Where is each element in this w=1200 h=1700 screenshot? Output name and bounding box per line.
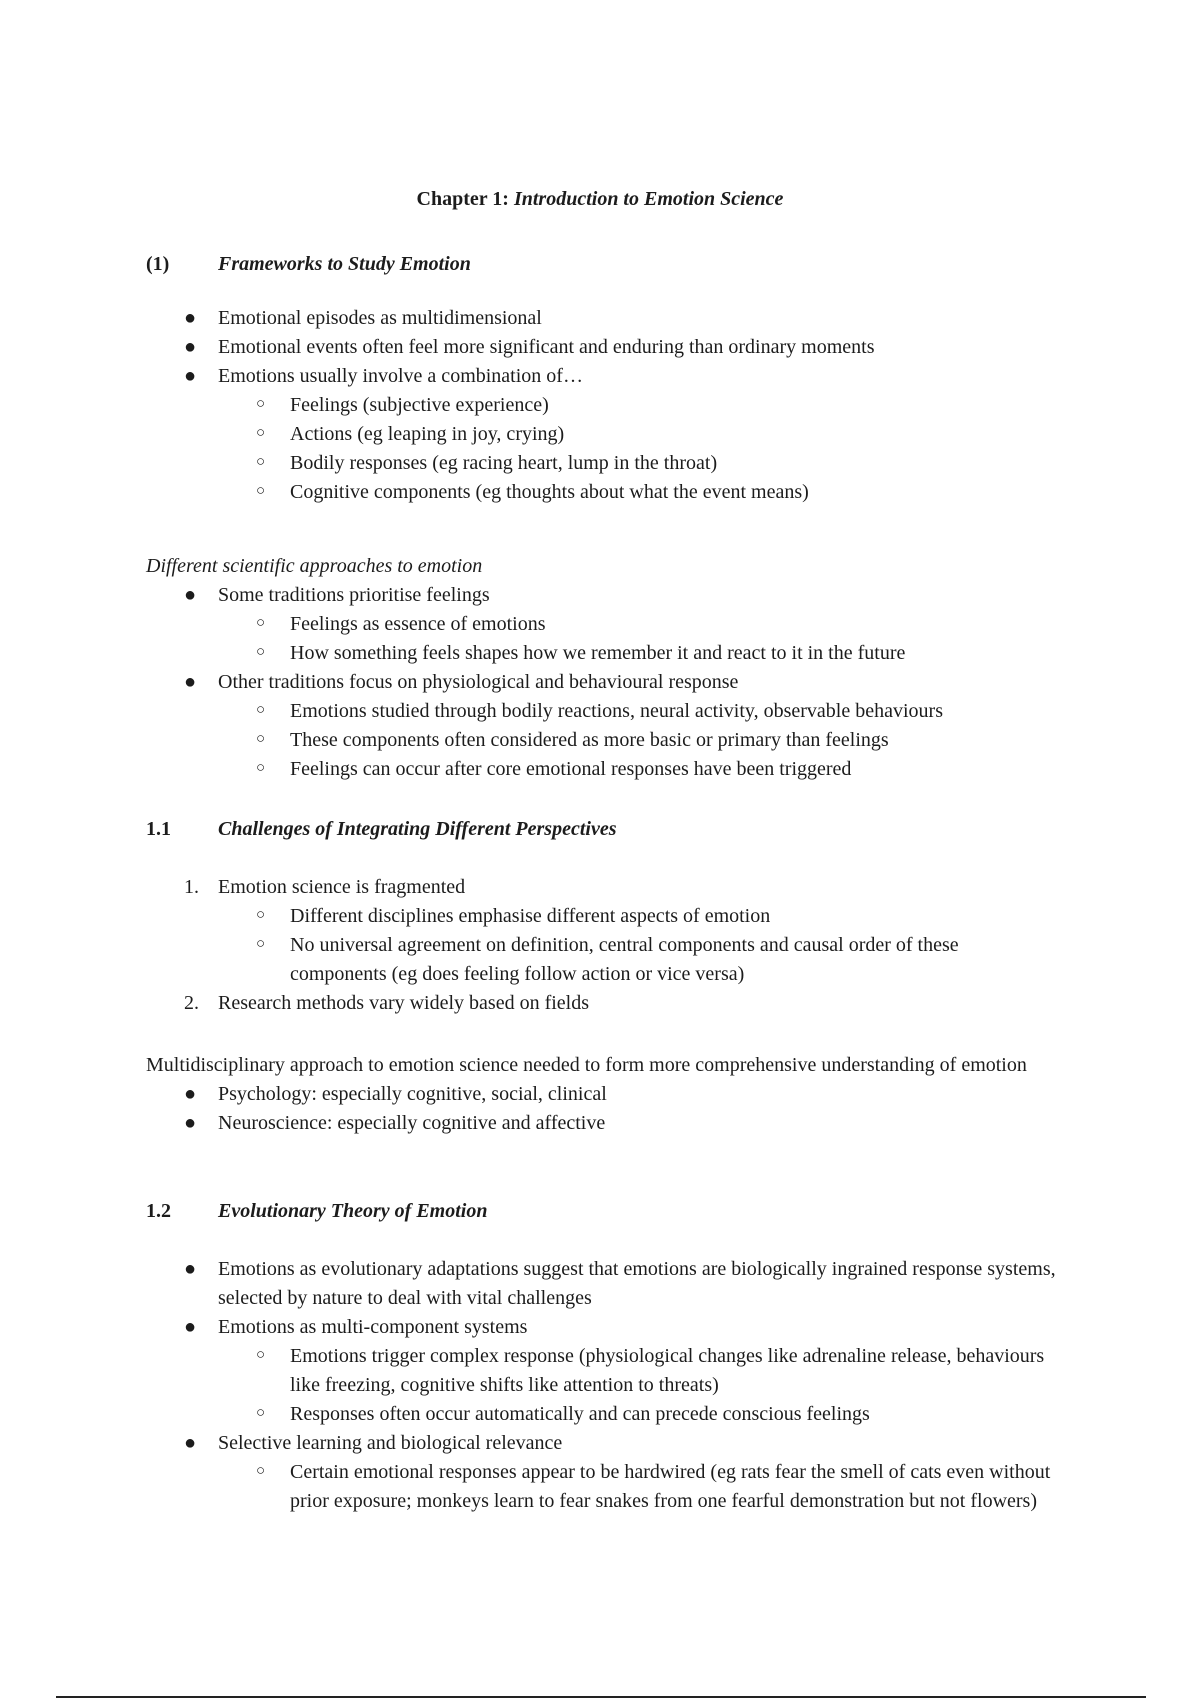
- sub-list-item: ○ Emotions studied through bodily reactions, neural activity, observable behaviours: [256, 700, 943, 722]
- sub-list-item: ○ Bodily responses (eg racing heart, lump in the throat): [256, 452, 718, 474]
- list-item: ● Some traditions prioritise feelings: [184, 584, 490, 606]
- list-item: ● Emotions as multi-component systems: [184, 1316, 528, 1338]
- section-number: (1): [146, 253, 170, 275]
- section-heading-1-2: [146, 1197, 487, 1226]
- sub-list-item: ○ Feelings can occur after core emotional responses have been triggered: [256, 758, 852, 780]
- list-item: ● Emotional episodes as multidimensional: [184, 307, 542, 329]
- paragraph: Multidisciplinary approach to emotion science needed to form more comprehensive understanding of emotion: [146, 1054, 1027, 1076]
- list-item: ● Psychology: especially cognitive, social, clinical: [184, 1083, 607, 1105]
- multidisciplinary-block: [146, 1051, 1056, 1138]
- sub-list-item: ○ Responses often occur automatically and can precede conscious feelings: [256, 1403, 870, 1425]
- list-item: ● Selective learning and biological relevance: [184, 1432, 563, 1454]
- numbered-item: 2. Research methods vary widely based on fields: [184, 992, 590, 1014]
- sub-list-item: ○ Certain emotional responses appear to be hardwired (eg rats fear the smell of cats even without prior exposure; monkeys learn to fear snakes from one fearful demonstration but not flowers): [256, 1461, 1051, 1512]
- section-heading-1-1: [146, 815, 617, 844]
- chapter-name: Introduction to Emotion Science: [513, 188, 784, 210]
- sub-list-item: ○ How something feels shapes how we remember it and react to it in the future: [256, 642, 906, 664]
- sub-list-item: ○ Feelings (subjective experience): [256, 394, 549, 416]
- challenges-list: [146, 873, 1056, 1018]
- sub-list-item: ○ Cognitive components (eg thoughts about what the event means): [256, 481, 809, 503]
- list-item: ● Neuroscience: especially cognitive and affective: [184, 1112, 606, 1134]
- section-number: 1.1: [146, 818, 171, 840]
- section-title: Frameworks to Study Emotion: [218, 253, 471, 275]
- approaches-list: [146, 552, 1056, 784]
- list-item: ● Emotions as evolutionary adaptations suggest that emotions are biologically ingrained response systems, selected by nature to deal with vital challenges: [184, 1258, 1056, 1309]
- sub-list-item: ○ No universal agreement on definition, central components and causal order of these components (eg does feeling follow action or vice versa): [256, 934, 959, 985]
- page-bottom-rule: [56, 1696, 1146, 1698]
- section-heading-1: [146, 250, 471, 279]
- sub-list-item: ○ Different disciplines emphasise different aspects of emotion: [256, 905, 771, 927]
- chapter-number: Chapter 1:: [416, 188, 509, 210]
- subheading: Different scientific approaches to emotion: [146, 555, 483, 577]
- frameworks-list: [146, 304, 1056, 507]
- sub-list-item: ○ Emotions trigger complex response (physiological changes like adrenaline release, behaviours like freezing, cognitive shifts like attention to threats): [256, 1345, 1045, 1396]
- section-number: 1.2: [146, 1200, 171, 1222]
- list-item: ● Emotional events often feel more significant and enduring than ordinary moments: [184, 336, 875, 358]
- sub-list-item: ○ Feelings as essence of emotions: [256, 613, 546, 635]
- numbered-item: 1. Emotion science is fragmented: [184, 876, 466, 898]
- section-title: Evolutionary Theory of Emotion: [218, 1200, 488, 1222]
- sub-list-item: ○ Actions (eg leaping in joy, crying): [256, 423, 565, 445]
- list-item: ● Emotions usually involve a combination of…: [184, 365, 583, 387]
- evolutionary-list: [146, 1255, 1056, 1516]
- sub-list-item: ○ These components often considered as more basic or primary than feelings: [256, 729, 889, 751]
- list-item: ● Other traditions focus on physiological and behavioural response: [184, 671, 739, 693]
- section-title: Challenges of Integrating Different Perspectives: [218, 818, 617, 840]
- chapter-title: [0, 185, 1200, 214]
